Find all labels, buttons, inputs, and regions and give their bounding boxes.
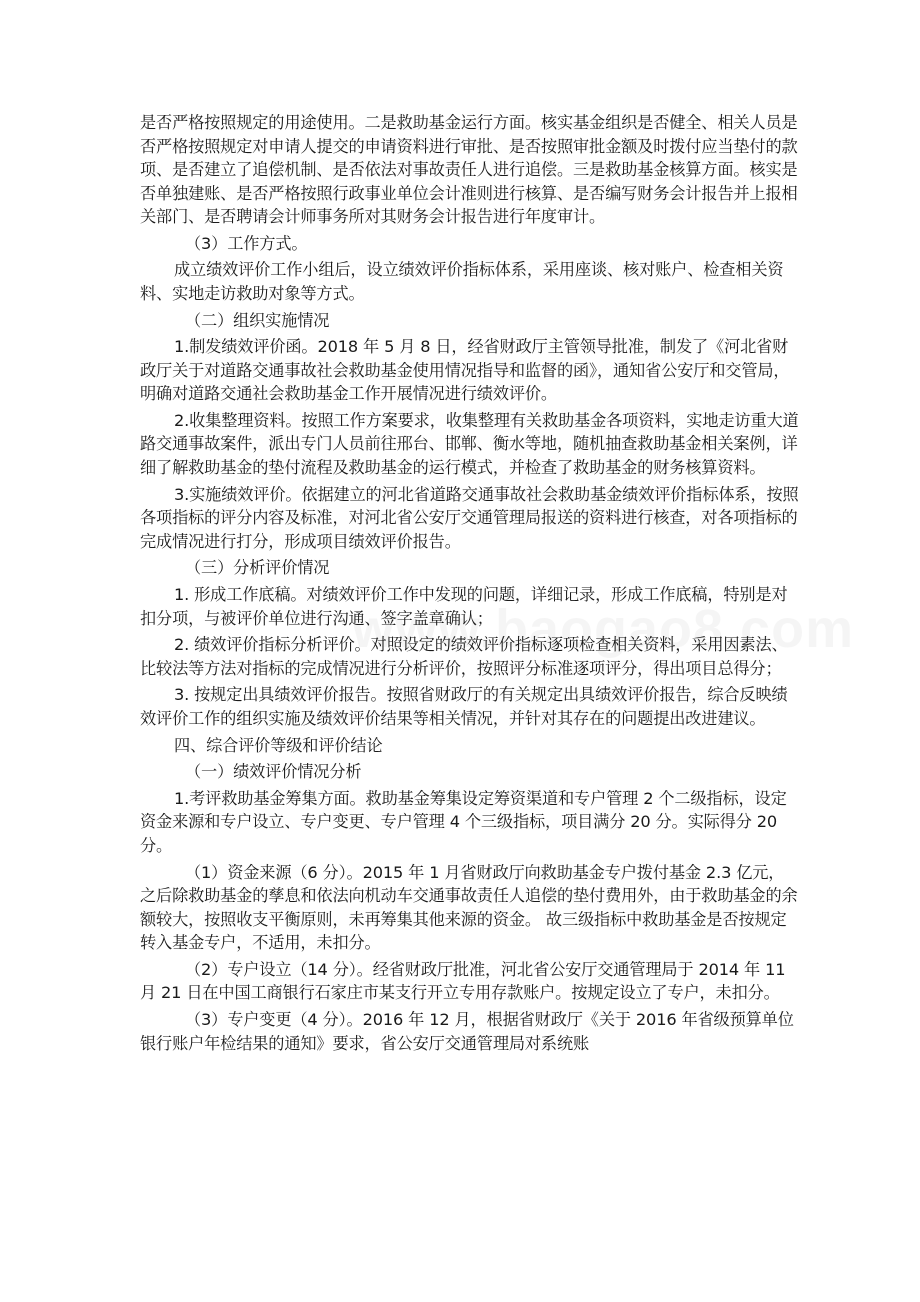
paragraph-work-method: 成立绩效评价工作小组后，设立绩效评价指标体系，采用座谈、核对账户、检查相关资料、实地走访救助对象等方式。 — [140, 260, 784, 303]
paragraph-account-change: （3）专户变更（4 分）。2016 年 12 月，根据省财政厅《关于 2016 年省级预算单位银行账户年检结果的通知》要求，省公安厅交通管理局对系统账 — [140, 1010, 794, 1053]
paragraph-fund-source: （1）资金来源（6 分）。2015 年 1 月省财政厅向救助基金专户拨付基金 2.3 亿元，之后除救助基金的孳息和依法向机动车交通事故责任人追偿的垫付费用外，由于救助基金的余额较大，按照收支平衡原则，未再筹集其他来源的资金。 故三级指标中救助基金是否按规定转入基金专户，不适用，未扣分。 — [140, 862, 798, 953]
paragraph-work-method-heading: （3）工作方式。 — [185, 233, 308, 253]
document-body — [140, 111, 800, 1058]
paragraph-implementation-1: 1.制发绩效评价函。2018 年 5 月 8 日，经省财政厅主管领导批准，制发了《河北省财政厅关于对道路交通事故社会救助基金使用情况指导和监督的函》，通知省公安厅和交管局，明确对道路交通社会救助基金工作开展情况进行绩效评价。 — [140, 337, 790, 404]
paragraph-analysis-3: 3. 按规定出具绩效评价报告。按照省财政厅的有关规定出具绩效评价报告，综合反映绩效评价工作的组织实施及绩效评价结果等相关情况，并针对其存在的问题提出改进建议。 — [140, 685, 788, 728]
paragraph-evaluation-content: 是否严格按照规定的用途使用。二是救助基金运行方面。核实基金组织是否健全、相关人员是否严格按照规定对申请人提交的申请资料进行审批、是否按照审批金额及时拨付应当垫付的款项、是否建立了追偿机制、是否依法对事故责任人进行追偿。三是救助基金核算方面。核实是否单独建账、是否严格按照行政事业单位会计准则进行核算、是否编写财务会计报告并上报相关部门、是否聘请会计师事务所对其财务会计报告进行年度审计。 — [140, 113, 798, 226]
paragraph-implementation-3: 3.实施绩效评价。依据建立的河北省道路交通事故社会救助基金绩效评价指标体系，按照各项指标的评分内容及标准，对河北省公安厅交通管理局报送的资料进行核查，对各项指标的完成情况进行打分，形成项目绩效评价报告。 — [140, 484, 799, 551]
paragraph-fund-raising: 1.考评救助基金筹集方面。救助基金筹集设定筹资渠道和专户管理 2 个二级指标，设定资金来源和专户设立、专户变更、专户管理 4 个三级指标，项目满分 20 分。实际得分 20 分。 — [140, 788, 787, 855]
paragraph-analysis-1: 1. 形成工作底稿。对绩效评价工作中发现的问题，详细记录，形成工作底稿，特别是对扣分项，与被评价单位进行沟通、签字盖章确认； — [140, 585, 788, 628]
paragraph-account-setup: （2）专户设立（14 分）。经省财政厅批准，河北省公安厅交通管理局于 2014 年 11 月 21 日在中国工商银行石家庄市某支行开立专用存款账户。按规定设立了专户，未扣分。 — [140, 959, 786, 1003]
section-heading-implementation: （二）组织实施情况 — [185, 310, 330, 330]
section-heading-conclusion: 四、综合评价等级和评价结论 — [174, 735, 383, 755]
section-heading-analysis: （三）分析评价情况 — [185, 558, 330, 578]
paragraph-analysis-2: 2. 绩效评价指标分析评价。对照设定的绩效评价指标逐项检查相关资料，采用因素法、比较法等方法对指标的完成情况进行分析评价，按照评分标准逐项评分，得出项目总得分； — [140, 635, 788, 678]
paragraph-implementation-2: 2.收集整理资料。按照工作方案要求，收集整理有关救助基金各项资料，实地走访重大道路交通事故案件，派出专门人员前往邢台、邯郸、衡水等地，随机抽查救助基金相关案例，详细了解救助基金的垫付流程及救助基金的运行模式，并检查了救助基金的财务核算资料。 — [140, 410, 799, 477]
section-heading-performance-analysis: （一）绩效评价情况分析 — [185, 762, 362, 782]
